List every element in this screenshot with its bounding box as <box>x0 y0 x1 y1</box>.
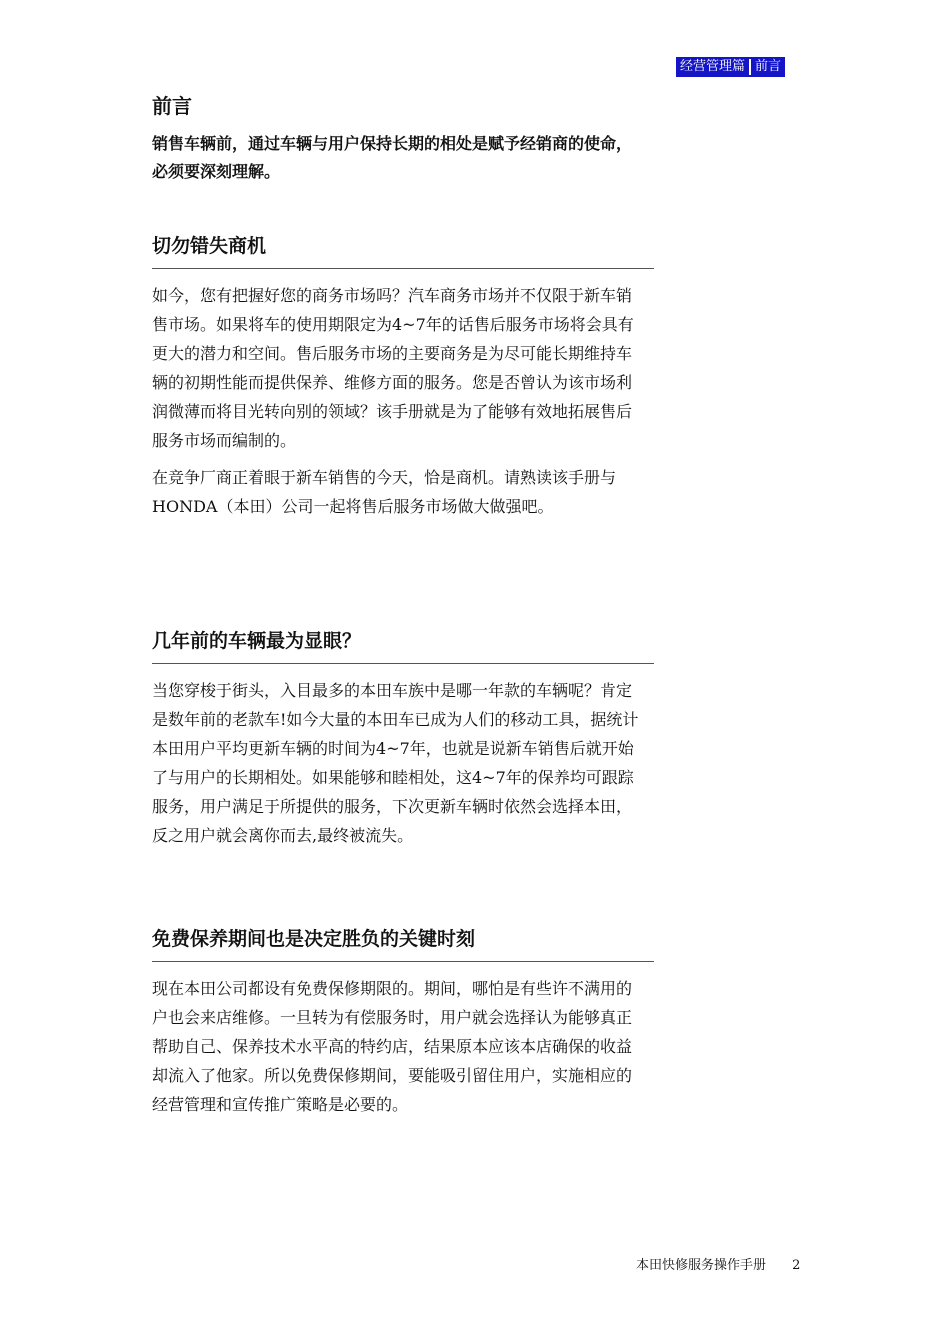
section-free-maintenance <box>152 925 654 1127</box>
page-footer <box>636 1254 800 1273</box>
paragraph: 如今，您有把握好您的商务市场吗？汽车商务市场并不仅限于新车销售市场。如果将车的使用期限定为4~7年的话售后服务市场将会具有更大的潜力和空间。售后服务市场的主要商务是为尽可能长期维持车辆的初期性能而提供保养、维修方面的服务。您是否曾认为该市场利润微薄而将目光转向别的领域？该手册就是为了能够有效地拓展售后服务市场而编制的。 <box>152 286 634 450</box>
section-body <box>152 962 654 1119</box>
section-most-visible-cars <box>152 627 654 858</box>
header-tab-divider <box>749 59 751 75</box>
paragraph: 当您穿梭于街头，入目最多的本田车族中是哪一年款的车辆呢？肯定是数年前的老款车!如今大量的本田车已成为人们的移动工具，据统计本田用户平均更新车辆的时间为4~7年，也就是说新车销售后就开始了与用户的长期相处。如果能够和睦相处，这4~7年的保养均可跟踪服务，用户满足于所提供的服务，下次更新车辆时依然会选择本田，反之用户就会离你而去,最终被流失。 <box>152 681 639 845</box>
page-number: 2 <box>792 1258 801 1273</box>
preface-title: 前言 <box>152 94 192 118</box>
header-tab-page: 前言 <box>755 59 782 74</box>
section-missed-opportunity <box>152 232 654 529</box>
manual-title: 本田快修服务操作手册 <box>636 1258 767 1273</box>
paragraph: 现在本田公司都设有免费保修期限的。期间，哪怕是有些许不满用的户也会来店维修。一旦转为有偿服务时，用户就会选择认为能够真正帮助自己、保养技术水平高的特约店，结果原本应该本店确保的收益却流入了他家。所以免费保修期间，要能吸引留住用户，实施相应的经营管理和宣传推广策略是必要的。 <box>152 979 633 1114</box>
section-body <box>152 269 654 521</box>
section-title: 几年前的车辆最为显眼？ <box>152 627 654 664</box>
section-body <box>152 664 654 850</box>
header-tab <box>676 57 785 77</box>
section-title: 切勿错失商机 <box>152 232 654 269</box>
header-tab-section: 经营管理篇 <box>680 59 746 74</box>
paragraph: 在竞争厂商正着眼于新车销售的今天，恰是商机。请熟读该手册与HONDA（本田）公司一起将售后服务市场做大做强吧。 <box>152 468 617 516</box>
section-title: 免费保养期间也是决定胜负的关键时刻 <box>152 925 654 962</box>
preface-intro: 销售车辆前，通过车辆与用户保持长期的相处是赋予经销商的使命，必须要深刻理解。 <box>152 134 633 181</box>
